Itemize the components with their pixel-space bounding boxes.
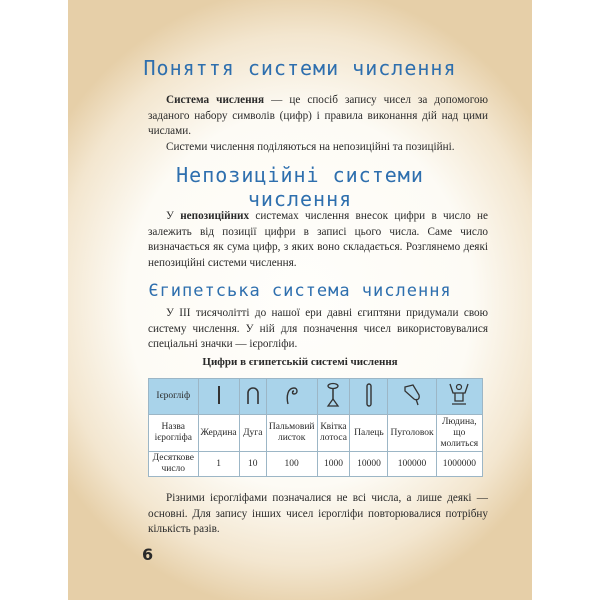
hieroglyph-name: Квітка лотоса — [317, 415, 350, 452]
finger-icon — [350, 379, 388, 415]
decimal-value: 10 — [239, 452, 266, 477]
lotus-icon — [317, 379, 350, 415]
definition-paragraph — [148, 93, 488, 155]
arc-icon — [239, 379, 266, 415]
heading-number-system-concept: Поняття системи числення — [143, 56, 457, 80]
nonpositional-paragraph — [148, 209, 488, 271]
heading-nonpositional — [68, 163, 532, 211]
decimal-value: 1000 — [317, 452, 350, 477]
closing-paragraph — [148, 491, 488, 538]
tadpole-icon — [388, 379, 436, 415]
decimal-value: 100000 — [388, 452, 436, 477]
hieroglyph-name: Дуга — [239, 415, 266, 452]
table-row — [149, 452, 483, 477]
egyptian-paragraph — [148, 306, 488, 353]
heading-line: числення — [247, 187, 353, 211]
decimal-value: 10000 — [350, 452, 388, 477]
hieroglyph-name: Палець — [350, 415, 388, 452]
table-row — [149, 415, 483, 452]
row-header: Десяткове число — [149, 452, 199, 477]
decimal-value: 1000000 — [436, 452, 482, 477]
table-caption: Цифри в єгипетській системі числення — [202, 356, 398, 368]
staff-icon — [198, 379, 239, 415]
heading-line: Непозиційні системи — [176, 163, 424, 187]
hieroglyph-name: Пуголовок — [388, 415, 436, 452]
row-header: Ієрогліф — [149, 379, 199, 415]
text: системах числення внесок цифри в число не залежить від позиції цифри в записі цього числа. Саме число визначається як сума цифр, з яких воно складається. Розглянемо деякі непозиційні системи числення. — [148, 210, 489, 269]
term: непозиційних — [180, 210, 250, 222]
hieroglyph-name: Жердина — [198, 415, 239, 452]
page-number: 6 — [142, 545, 154, 564]
text: У — [166, 210, 181, 222]
row-header: Назва ієрогліфа — [149, 415, 199, 452]
classification-text: Системи числення поділяються на непозиційні та позиційні. — [166, 140, 455, 153]
table-row — [149, 379, 483, 415]
term: Система числення — [166, 94, 265, 106]
decimal-value: 100 — [266, 452, 317, 477]
definition-text: — це спосіб запису чисел за допомогою заданого набору символів (цифр) і правила виконання дій над цими числами. — [148, 94, 489, 138]
textbook-page — [68, 0, 532, 600]
praying-man-icon — [436, 379, 482, 415]
decimal-value: 1 — [198, 452, 239, 477]
hieroglyph-name: Пальмовий листок — [266, 415, 317, 452]
hieroglyph-table — [148, 378, 483, 477]
text: Різними ієрогліфами позначалися не всі числа, а лише деякі — основні. Для запису інших чисел ієрогліфи повторювалися потрібну кількість разів. — [148, 492, 488, 536]
hieroglyph-name: Людина, що молиться — [436, 415, 482, 452]
heading-egyptian: Єгипетська система числення — [148, 281, 452, 301]
coil-icon — [266, 379, 317, 415]
text: У III тисячолітті до нашої ери давні єгиптяни придумали свою систему числення. У ній для позначення чисел використовувалися спеціальні значки — ієрогліфи. — [148, 307, 488, 351]
